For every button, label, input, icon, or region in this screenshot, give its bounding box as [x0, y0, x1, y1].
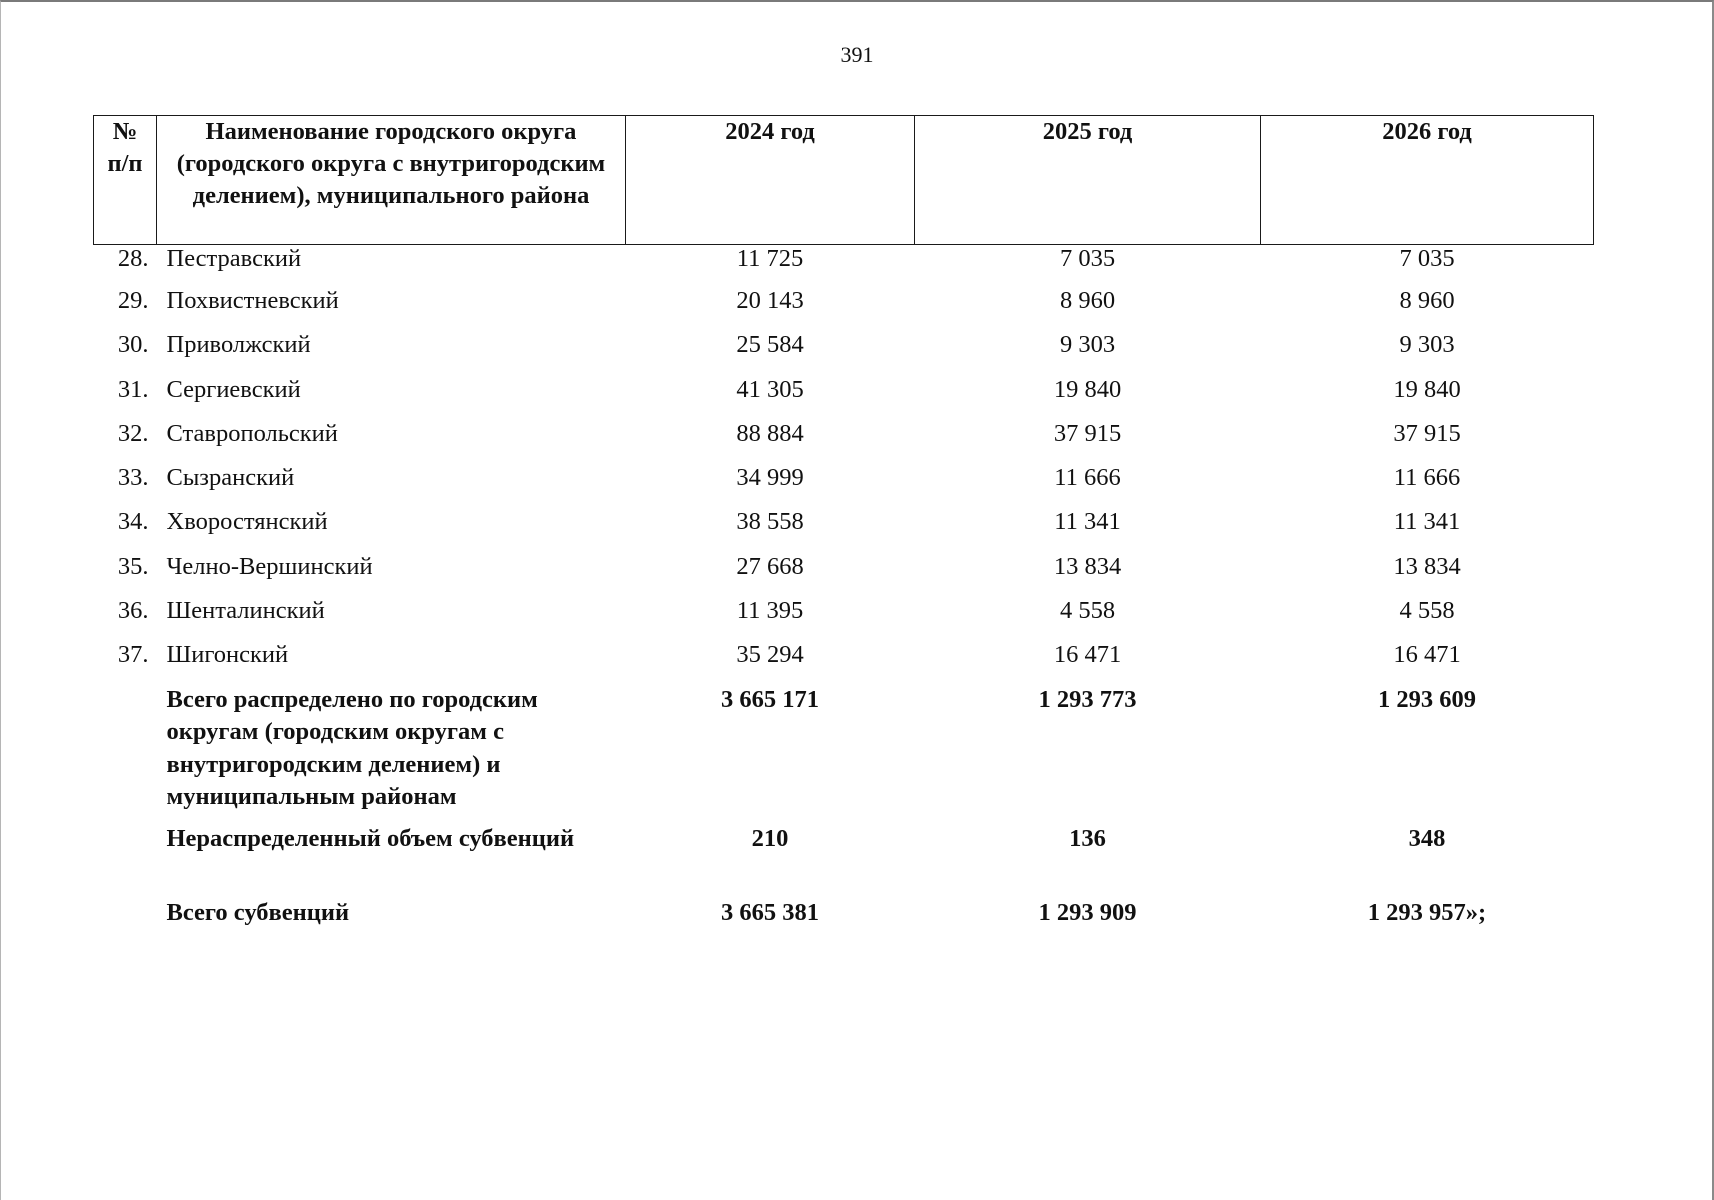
row-value-2024: 41 305 — [736, 375, 804, 403]
table-row — [94, 285, 1594, 329]
row-name: Пестравский — [166, 245, 302, 272]
row-value-2026: 8 960 — [1399, 287, 1455, 314]
row-number: 31. — [117, 375, 149, 403]
header-year-2024: 2024 год — [626, 116, 915, 245]
row-value-2025: 16 471 — [1053, 641, 1122, 669]
row-value-2025: 11 341 — [1054, 508, 1121, 536]
row-value-2024: 11 725 — [736, 245, 804, 272]
row-value-2025: 13 834 — [1053, 552, 1122, 580]
table-row — [94, 506, 1594, 550]
row-name: Сергиевский — [166, 375, 301, 403]
row-value-2026: 11 666 — [1393, 464, 1461, 492]
row-value-2024: 27 668 — [736, 552, 804, 580]
row-value-2025: 19 840 — [1053, 375, 1122, 403]
undistributed-row — [94, 823, 1594, 897]
subvention-table — [93, 115, 1594, 937]
row-value-2026: 16 471 — [1393, 641, 1461, 669]
row-number: 32. — [117, 419, 149, 447]
table-body — [94, 245, 1594, 937]
total-distributed-label: Всего распределено по городским округам (городским округам с внутригородским делением) и муниципальным районам — [166, 685, 538, 811]
row-value-2026: 37 915 — [1393, 419, 1461, 447]
row-value-2025: 37 915 — [1053, 419, 1122, 447]
row-value-2024: 20 143 — [736, 287, 804, 314]
undistributed-label: Нераспределенный объем субвенций — [166, 824, 575, 852]
row-value-2024: 35 294 — [736, 641, 804, 669]
undistributed-2024: 210 — [751, 824, 789, 852]
row-value-2025: 11 666 — [1054, 464, 1121, 492]
row-name: Хворостянский — [166, 508, 328, 536]
row-value-2026: 19 840 — [1393, 375, 1461, 403]
row-number: 33. — [117, 464, 149, 492]
total-distributed-number-cell — [94, 684, 157, 823]
row-value-2024: 38 558 — [736, 508, 804, 536]
undistributed-number-cell — [94, 823, 157, 897]
row-name: Сызранский — [166, 464, 295, 492]
total-distributed-2024: 3 665 171 — [721, 685, 819, 713]
grand-total-label: Всего субвенций — [166, 898, 350, 926]
row-name: Приволжский — [166, 331, 311, 359]
grand-total-2025: 1 293 909 — [1038, 898, 1137, 926]
row-value-2026: 7 035 — [1399, 245, 1455, 272]
header-year-2025: 2025 год — [915, 116, 1261, 245]
header-row — [94, 116, 1594, 245]
table-row — [94, 639, 1594, 683]
row-value-2025: 9 303 — [1059, 331, 1116, 359]
row-value-2025: 8 960 — [1059, 287, 1116, 314]
header-year-2026: 2026 год — [1261, 116, 1594, 245]
row-number: 34. — [117, 508, 149, 536]
row-name: Шигонский — [166, 641, 289, 669]
table-row — [94, 595, 1594, 639]
row-name: Ставропольский — [166, 419, 338, 447]
undistributed-2026: 348 — [1408, 824, 1446, 852]
total-distributed-2025: 1 293 773 — [1038, 685, 1137, 713]
grand-total-2024: 3 665 381 — [721, 898, 819, 926]
row-value-2026: 9 303 — [1399, 331, 1455, 359]
row-value-2026: 11 341 — [1393, 508, 1461, 536]
row-value-2024: 25 584 — [736, 331, 804, 359]
row-name: Шенталинский — [166, 597, 325, 625]
page-number: 391 — [840, 42, 874, 67]
row-value-2025: 7 035 — [1059, 245, 1116, 272]
document-sheet — [93, 115, 1593, 937]
table-row — [94, 374, 1594, 418]
total-distributed-2026: 1 293 609 — [1378, 685, 1476, 713]
grand-total-2026: 1 293 957»; — [1367, 898, 1487, 926]
table-row — [94, 245, 1594, 286]
table-row — [94, 462, 1594, 506]
row-number: 28. — [117, 245, 149, 272]
total-distributed-row — [94, 684, 1594, 823]
row-value-2024: 34 999 — [736, 464, 804, 492]
table-row — [94, 418, 1594, 462]
row-name: Похвистневский — [166, 287, 339, 314]
row-number: 30. — [117, 331, 149, 359]
grand-total-row — [94, 897, 1594, 937]
table-row — [94, 329, 1594, 373]
table-header — [94, 116, 1594, 245]
row-value-2026: 13 834 — [1393, 552, 1461, 580]
row-number: 36. — [117, 597, 149, 625]
header-number: № п/п — [94, 116, 157, 245]
row-value-2024: 88 884 — [736, 419, 804, 447]
row-number: 37. — [117, 641, 149, 669]
undistributed-2025: 136 — [1069, 824, 1106, 852]
row-number: 35. — [117, 552, 149, 580]
row-value-2026: 4 558 — [1399, 597, 1455, 625]
row-name: Челно-Вершинский — [166, 552, 373, 580]
table-row — [94, 551, 1594, 595]
row-number: 29. — [117, 287, 149, 314]
header-name: Наименование городского округа (городского округа с внутригородским делением), муниципального района — [157, 116, 626, 245]
row-value-2025: 4 558 — [1059, 597, 1116, 625]
row-value-2024: 11 395 — [736, 597, 804, 625]
grand-total-number-cell — [94, 897, 157, 937]
